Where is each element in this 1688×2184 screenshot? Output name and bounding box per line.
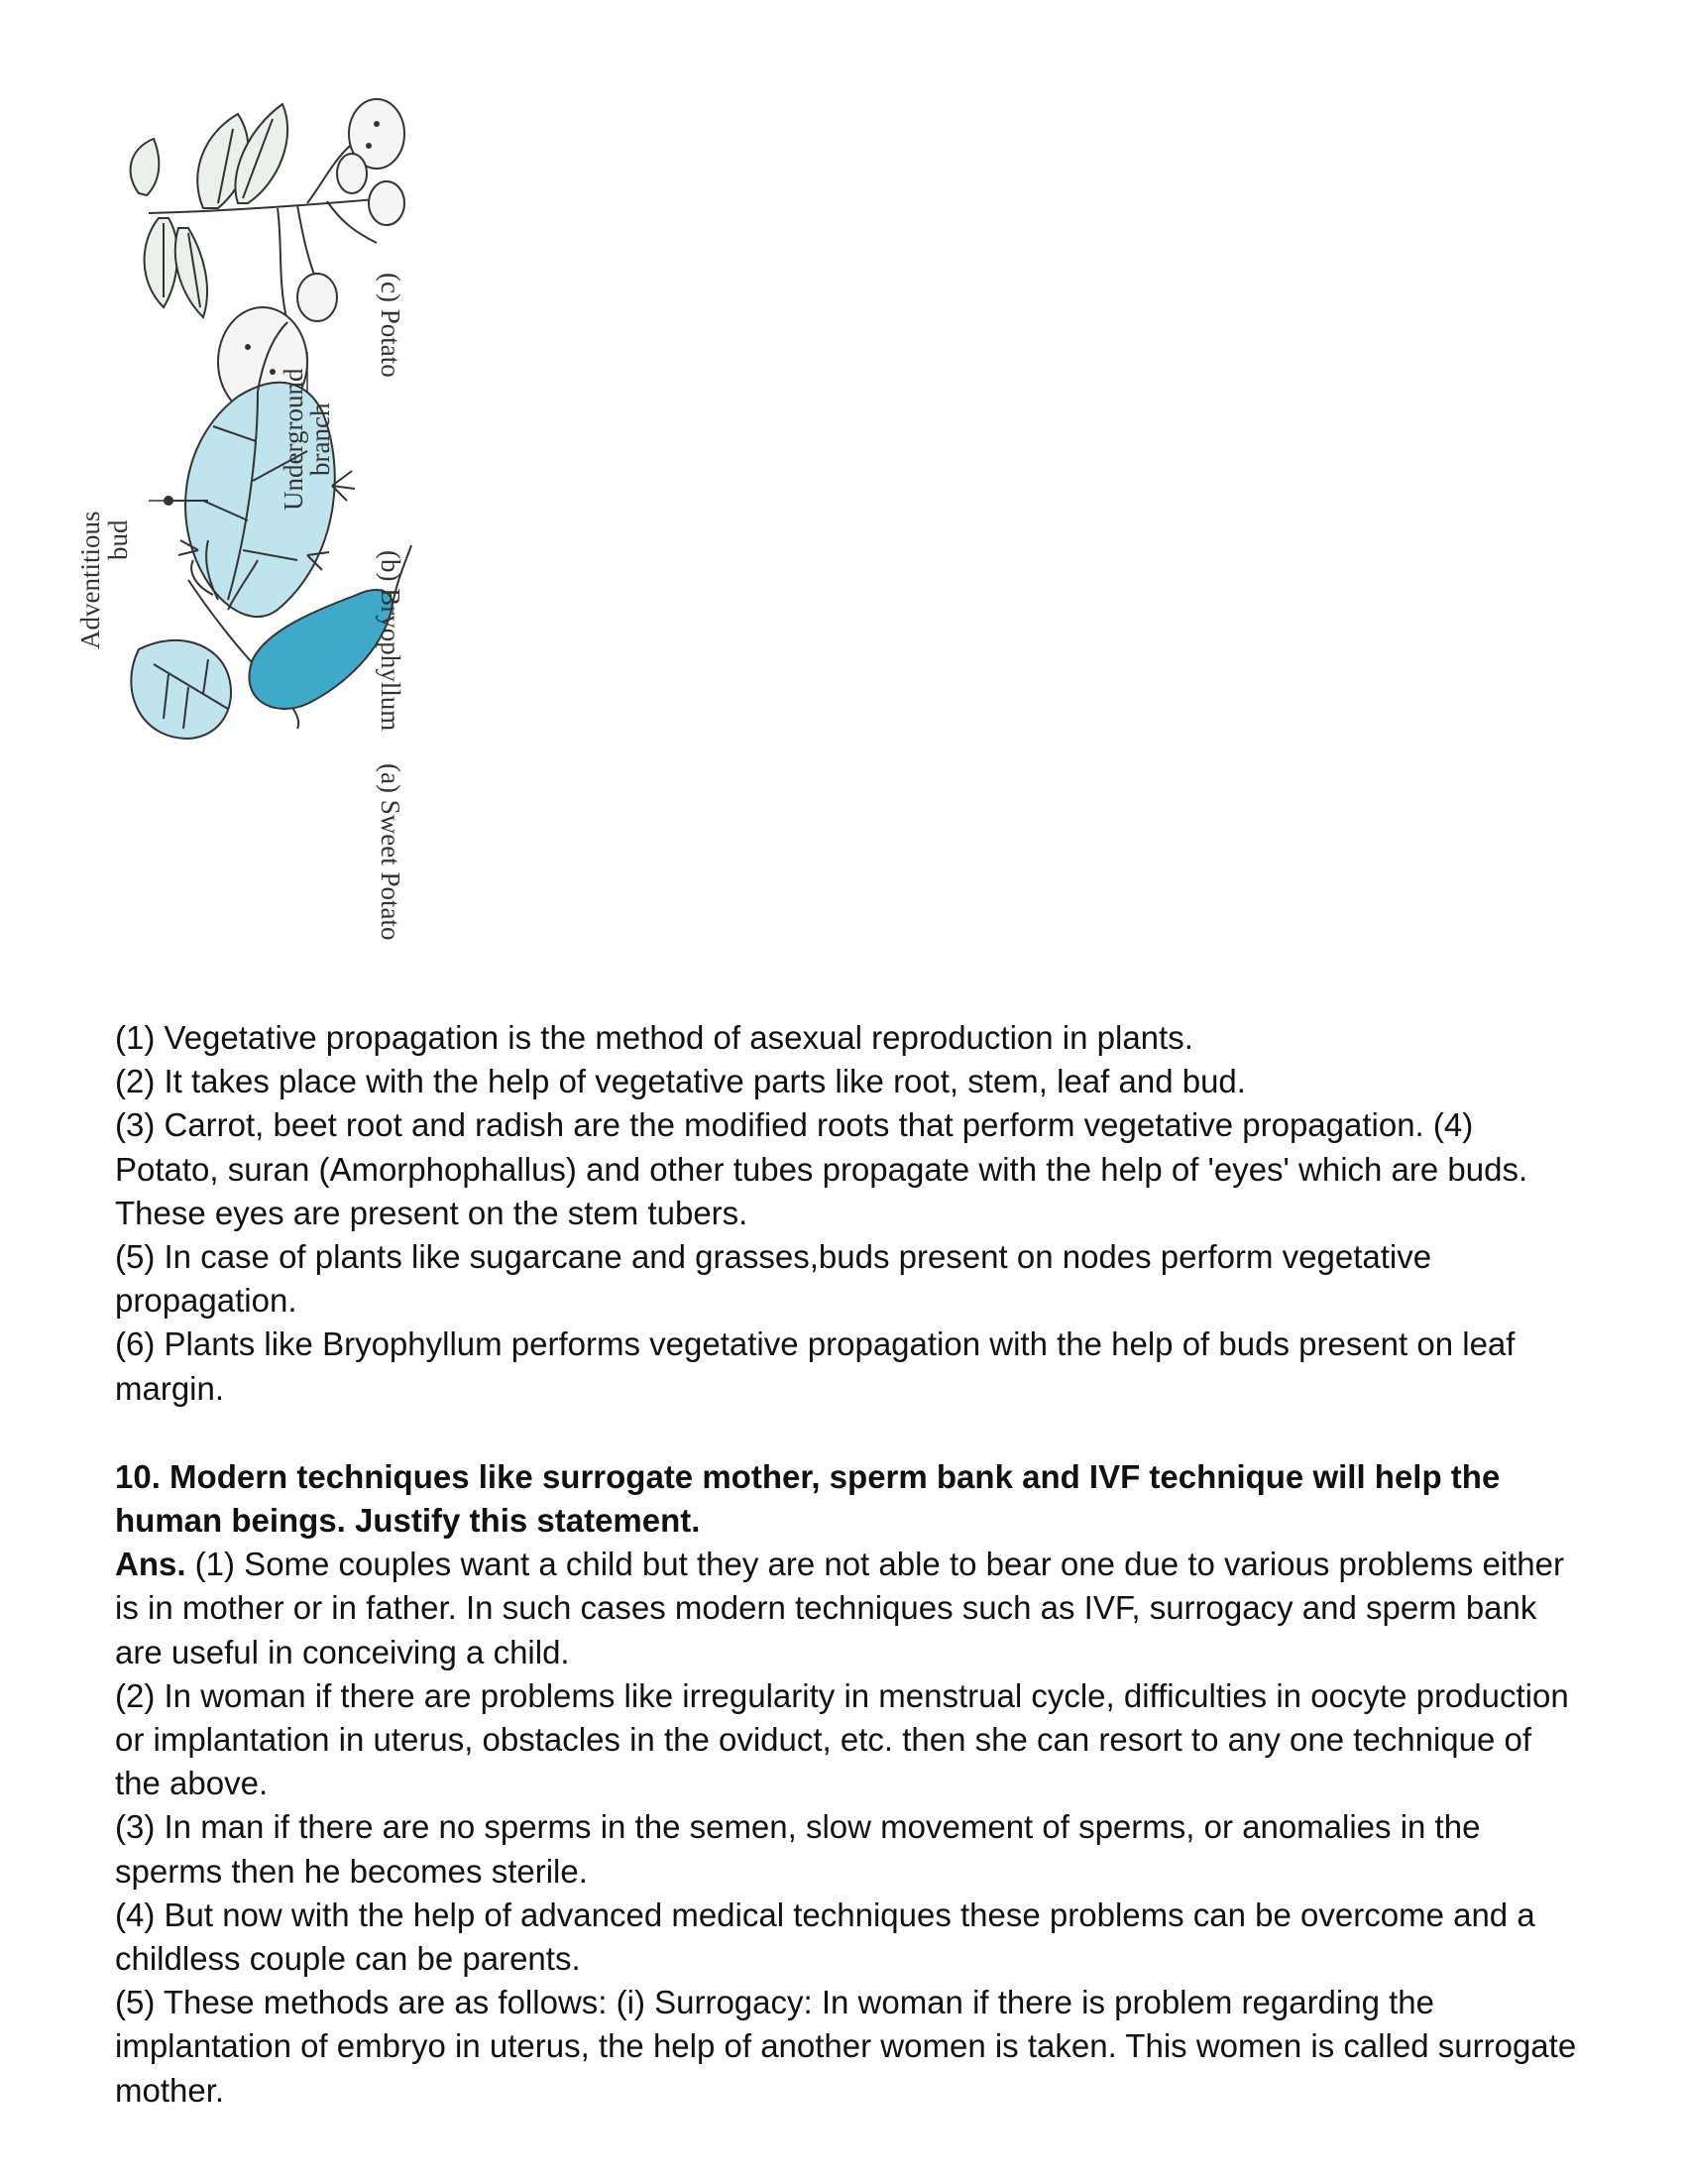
label-bud: bud [103, 519, 133, 560]
label-underground: Underground [279, 368, 308, 511]
caption-bryophyllum: (b) Bryophyllum [376, 550, 405, 732]
paragraph: (5) In case of plants like sugarcane and grasses,buds present on nodes perform vegetative propagation. [115, 1238, 1432, 1320]
caption-sweet-potato: (a) Sweet Potato [376, 763, 405, 941]
paragraph: (3) Carrot, beet root and radish are the modified roots that perform vegetative propagation. (4) Potato, suran (Amorphophallus) and other tubes propagate with the help of 'eyes' which are buds. These eyes are present on the stem tubers. [115, 1106, 1528, 1231]
answer-point: (4) But now with the help of advanced medical techniques these problems can be overcome and a childless couple can be parents. [115, 1896, 1535, 1978]
answer-point: (3) In man if there are no sperms in the semen, slow movement of sperms, or anomalies in the sperms then he becomes sterile. [115, 1808, 1481, 1890]
answer-first-text: (1) Some couples want a child but they are not able to bear one due to various problems either is in mother or in father. In such cases modern techniques such as IVF, surrogacy and sperm bank are useful in conceiving a child. [115, 1546, 1564, 1670]
label-branch: branch [305, 402, 335, 476]
paragraph: (1) Vegetative propagation is the method of asexual reproduction in plants. [115, 1019, 1193, 1056]
answer-point: (5) These methods are as follows: (i) Surrogacy: In woman if there is problem regarding the implantation of embryo in uterus, the help of another women is taken. This women is called surrogate mother. [115, 1984, 1577, 2109]
answer-point: (2) In woman if there are problems like irregularity in menstrual cycle, difficulties in oocyte production or implantation in uterus, obstacles in the oviduct, etc. then she can resort to any one technique of the above. [115, 1676, 1569, 1802]
potato-illustration [131, 99, 404, 416]
answer-text [115, 1016, 1582, 2113]
answer-first [115, 1543, 1582, 1674]
vegetative-propagation-figure [75, 94, 525, 986]
paragraph: (6) Plants like Bryophyllum performs vegetative propagation with the help of buds present on leaf margin. [115, 1325, 1516, 1407]
caption-potato: (c) Potato [376, 273, 405, 378]
paragraph: (2) It takes place with the help of vegetative parts like root, stem, leaf and bud. [115, 1063, 1246, 1100]
answer-label: Ans. [115, 1546, 186, 1583]
question-heading: 10. Modern techniques like surrogate mother, sperm bank and IVF technique will help the human beings. Justify this statement. [115, 1457, 1501, 1540]
label-adventitious: Adventitious [75, 511, 105, 649]
